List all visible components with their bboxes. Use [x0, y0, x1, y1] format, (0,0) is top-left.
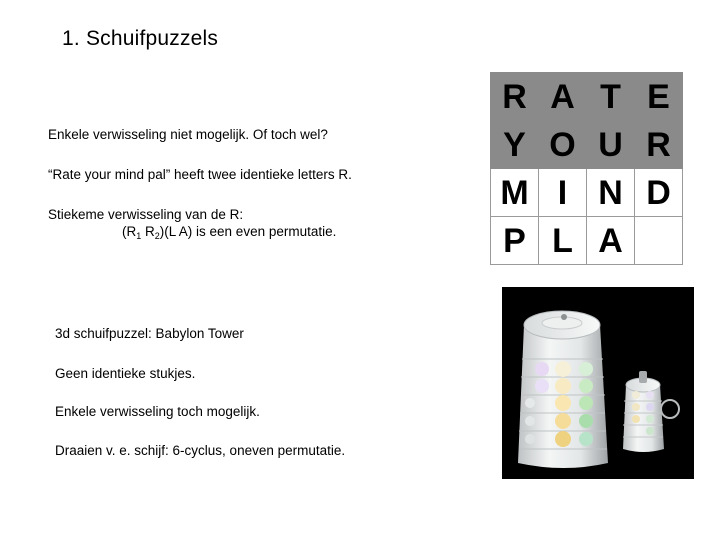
puzzle-tile	[635, 217, 683, 265]
formula-part-3: )(L A) is een even permutatie.	[159, 224, 337, 239]
puzzle-row	[491, 73, 683, 121]
puzzle-tile: A	[587, 217, 635, 265]
puzzle-tile: R	[635, 121, 683, 169]
text-line-7: Enkele verwisseling toch mogelijk.	[55, 404, 260, 419]
subscript-1: 1	[136, 231, 142, 241]
puzzle-row	[491, 121, 683, 169]
puzzle-tile: N	[587, 169, 635, 217]
puzzle-tile: A	[539, 73, 587, 121]
permutation-formula	[48, 224, 336, 240]
puzzle-tile: M	[491, 169, 539, 217]
puzzle-tile: P	[491, 217, 539, 265]
puzzle-tile: I	[539, 169, 587, 217]
subscript-2: 2	[154, 231, 160, 241]
puzzle-tile: T	[587, 73, 635, 121]
formula-part-2: R	[141, 224, 155, 239]
puzzle-tile: R	[491, 73, 539, 121]
text-line-8: Draaien v. e. schijf: 6-cyclus, oneven permutatie.	[55, 443, 346, 458]
puzzle-tile: U	[587, 121, 635, 169]
keychain-tower	[623, 371, 679, 452]
puzzle-tile: E	[635, 73, 683, 121]
slide-title: 1. Schuifpuzzels	[62, 27, 219, 50]
text-line-3: Stiekeme verwisseling van de R:	[48, 207, 244, 222]
text-line-2: “Rate your mind pal” heeft twee identieke letters R.	[48, 167, 352, 182]
formula-part-1: (R	[122, 224, 137, 239]
puzzle-row	[491, 169, 683, 217]
puzzle-tile: L	[539, 217, 587, 265]
puzzle-tile: O	[539, 121, 587, 169]
puzzle-tile: D	[635, 169, 683, 217]
puzzle-row	[491, 217, 683, 265]
sliding-puzzle-grid	[490, 72, 683, 265]
text-line-6: Geen identieke stukjes.	[55, 366, 196, 381]
large-tower	[518, 311, 608, 468]
puzzle-tile: Y	[491, 121, 539, 169]
babylon-tower-photo	[502, 287, 694, 479]
text-line-5: 3d schuifpuzzel: Babylon Tower	[55, 326, 244, 341]
text-line-1: Enkele verwisseling niet mogelijk. Of toch wel?	[48, 127, 328, 142]
babylon-tower-illustration	[502, 287, 694, 479]
